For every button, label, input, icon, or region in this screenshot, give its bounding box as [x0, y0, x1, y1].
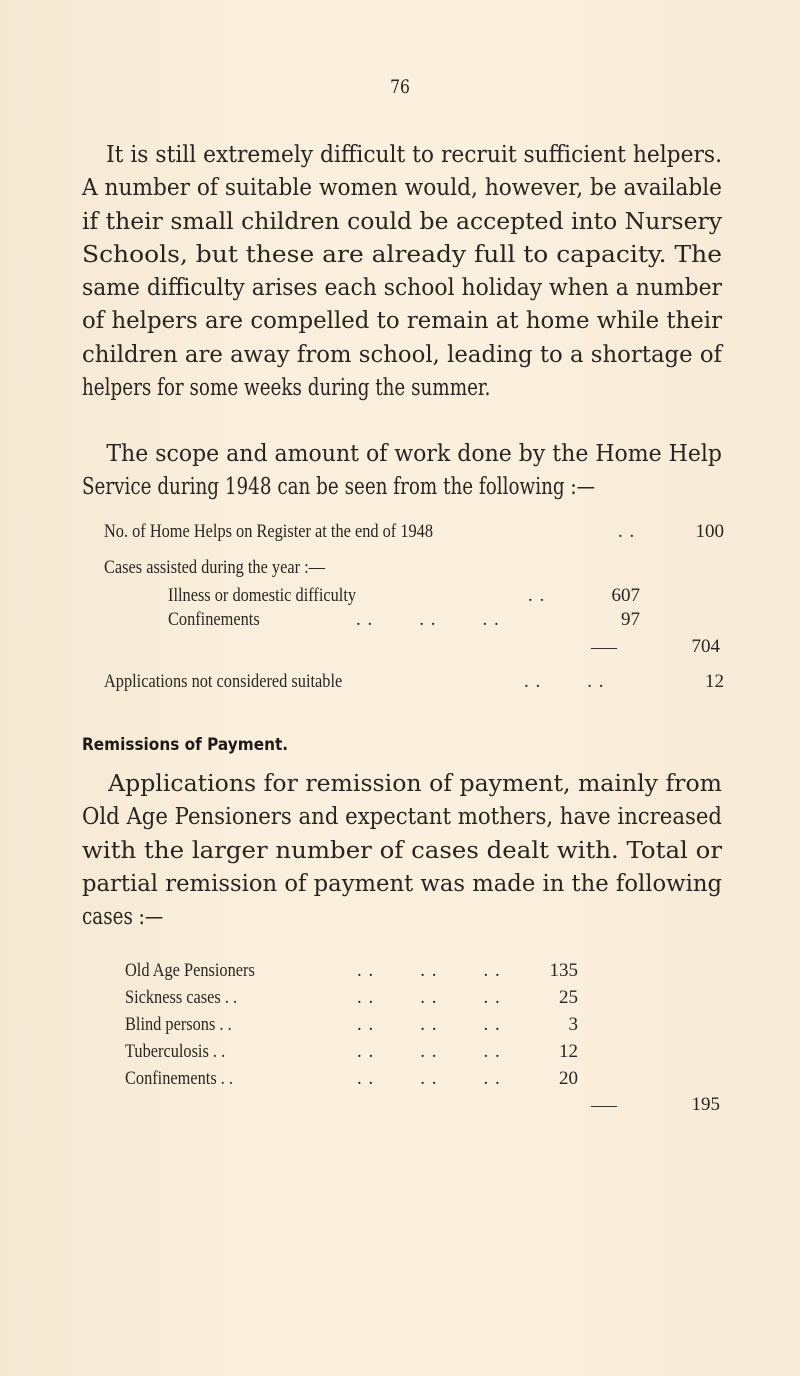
remissions-total: [660, 1094, 730, 1118]
table-row-sickness: [125, 987, 645, 1011]
leader-dots: . .: [618, 521, 636, 542]
table-row-old-age: [125, 960, 645, 984]
text-line: partial remission of payment was made in the following: [82, 868, 722, 897]
row-value: 607: [611, 585, 640, 606]
text-line: A number of suitable women would, however, be available: [82, 173, 722, 202]
row-label: Confinements: [168, 609, 260, 630]
section-heading-remissions: Remissions of Payment.: [82, 735, 289, 755]
leader-dots: . . . . . .: [357, 1041, 501, 1062]
row-label: Tuberculosis . .: [125, 1041, 226, 1062]
text-line: cases :—: [82, 902, 164, 931]
text-line: same difficulty arises each school holiday when a number: [82, 273, 722, 302]
row-value: 100: [695, 521, 724, 542]
text-line: Schools, but these are already full to capacity. The: [82, 239, 722, 268]
total-rule: [591, 1106, 617, 1107]
row-label: Sickness cases . .: [125, 987, 238, 1008]
row-value: 97: [621, 609, 640, 630]
row-value: 20: [559, 1068, 578, 1089]
row-label: Illness or domestic difficulty: [168, 585, 357, 606]
text-line: if their small children could be accepted into Nursery: [82, 206, 722, 235]
row-value: 135: [549, 960, 578, 981]
text-line: Old Age Pensioners and expectant mothers, have increased: [82, 802, 722, 831]
row-value: 25: [559, 987, 578, 1008]
row-value: 704: [691, 636, 720, 657]
row-value: 195: [691, 1094, 720, 1115]
page-number: 76: [390, 76, 410, 98]
row-label: Blind persons . .: [125, 1014, 232, 1035]
leader-dots: . . . . . .: [357, 1068, 501, 1089]
leader-dots: . . . .: [524, 671, 605, 692]
leader-dots: . . . . . .: [357, 960, 501, 981]
row-value: 12: [705, 671, 724, 692]
text-line: of helpers are compelled to remain at home while their: [82, 306, 722, 335]
text-line: children are away from school, leading to a shortage of: [82, 339, 722, 368]
leader-dots: . .: [528, 585, 546, 606]
leader-dots: . . . . . .: [357, 987, 501, 1008]
row-label: Cases assisted during the year :—: [104, 557, 326, 578]
text-line: Service during 1948 can be seen from the following :—: [82, 472, 595, 501]
leader-dots: . . . . . .: [356, 609, 500, 630]
table-row-tuberculosis: [125, 1041, 645, 1065]
text-line: It is still extremely difficult to recruit sufficient helpers.: [106, 140, 722, 168]
leader-dots: . . . . . .: [357, 1014, 501, 1035]
row-label: Confinements . .: [125, 1068, 234, 1089]
text-line: Applications for remission of payment, mainly from: [108, 769, 722, 797]
text-line: helpers for some weeks during the summer.: [82, 373, 491, 402]
row-label: Old Age Pensioners: [125, 960, 255, 981]
row-label: No. of Home Helps on Register at the end of 1948: [104, 521, 434, 542]
table-row-blind: [125, 1014, 645, 1038]
row-label: Applications not considered suitable: [104, 671, 343, 692]
text-line: with the larger number of cases dealt with. Total or: [82, 835, 722, 864]
row-value: 12: [559, 1041, 578, 1062]
table-row-confinements: [125, 1068, 645, 1092]
row-value: 3: [568, 1014, 578, 1035]
text-line: The scope and amount of work done by the Home Help: [106, 439, 723, 467]
